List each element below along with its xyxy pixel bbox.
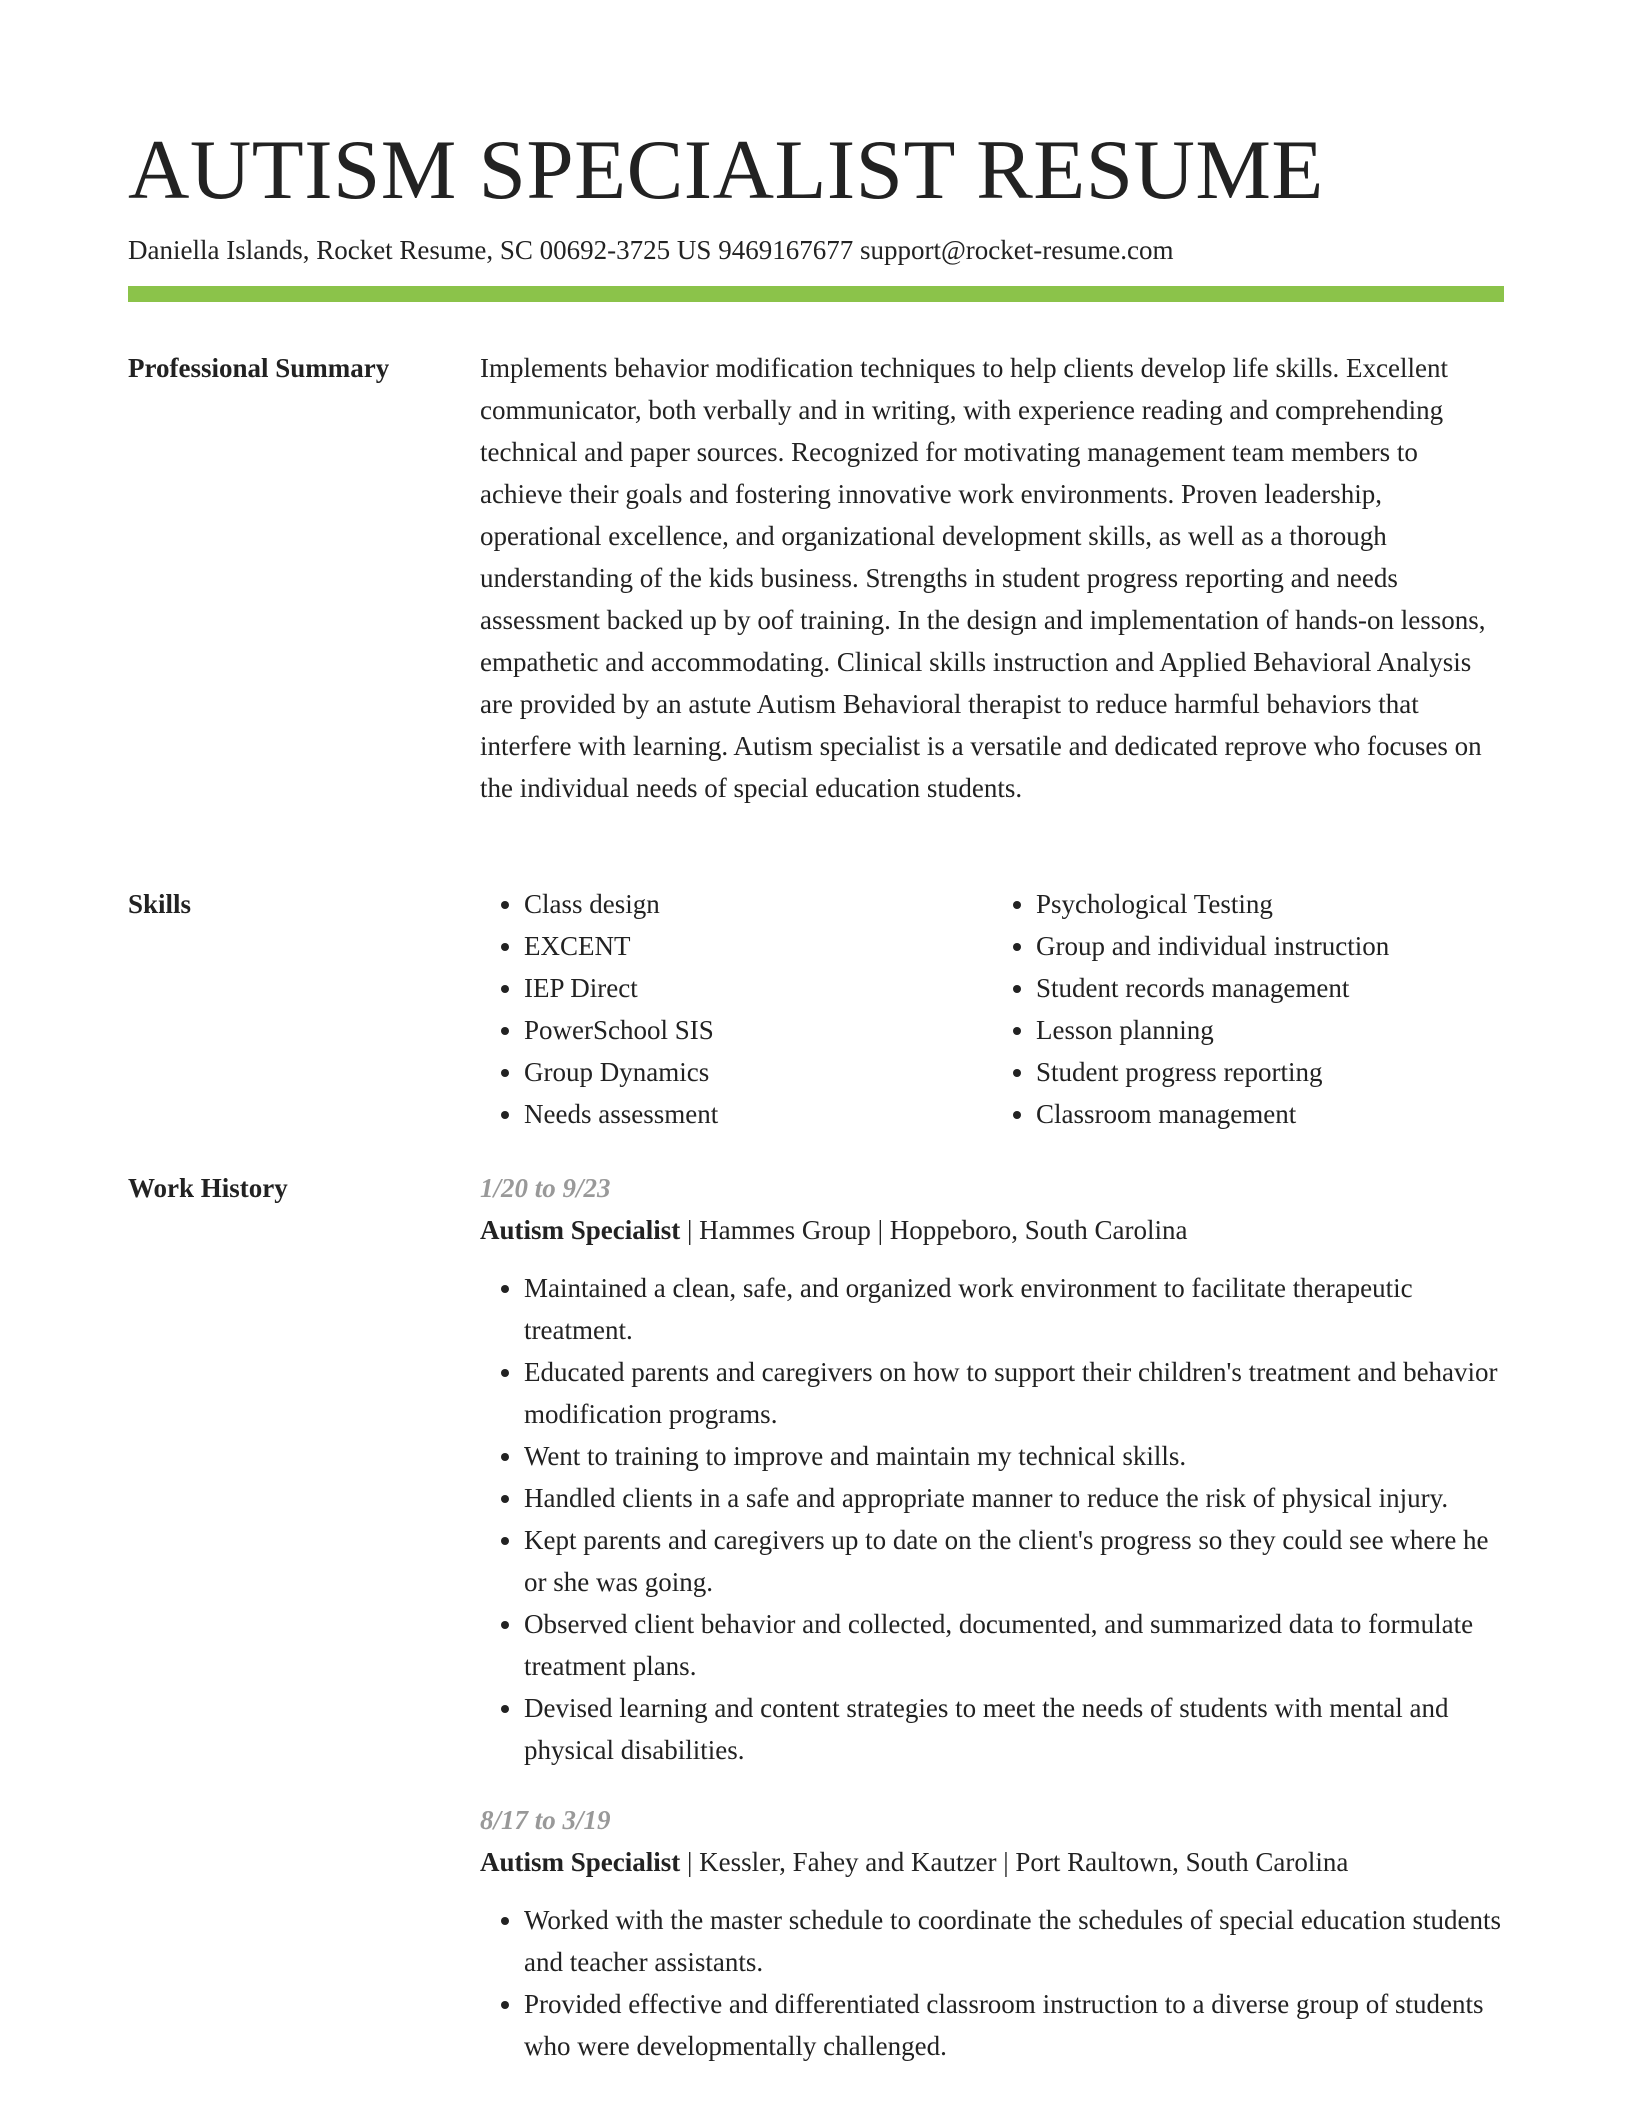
work-history-body — [480, 1167, 1504, 2095]
summary-label: Professional Summary — [128, 353, 390, 383]
skills-list-right — [992, 883, 1504, 1135]
skill-item: • Psychological Testing — [1036, 883, 1504, 925]
job-dates: 8/17 to 3/19 — [480, 1805, 611, 1835]
job-entry — [480, 1799, 1504, 2067]
skill-item: • PowerSchool SIS — [524, 1009, 992, 1051]
skill-item: • Classroom management — [1036, 1093, 1504, 1135]
job-dates: 1/20 to 9/23 — [480, 1173, 611, 1203]
skill-item: • IEP Direct — [524, 967, 992, 1009]
job-employer-location: | Hammes Group | Hoppeboro, South Carolina — [680, 1215, 1188, 1245]
skill-item: • Needs assessment — [524, 1093, 992, 1135]
job-bullets — [480, 1899, 1504, 2067]
work-history-label: Work History — [128, 1173, 288, 1203]
contact-line: Daniella Islands, Rocket Resume, SC 00692-3725 US 9469167677 support@rocket-resume.com — [128, 235, 1174, 265]
skill-item: • Group and individual instruction — [1036, 925, 1504, 967]
job-bullet: • Kept parents and caregivers up to date on the client's progress so they could see where he or she was going. — [524, 1519, 1504, 1603]
job-bullet: • Educated parents and caregivers on how to support their children's treatment and behavior modification programs. — [524, 1351, 1504, 1435]
job-employer-location: | Kessler, Fahey and Kautzer | Port Raultown, South Carolina — [680, 1847, 1349, 1877]
job-header — [480, 1841, 1504, 1883]
skill-item: • Student records management — [1036, 967, 1504, 1009]
job-bullet: • Handled clients in a safe and appropriate manner to reduce the risk of physical injury. — [524, 1477, 1504, 1519]
job-bullet: • Maintained a clean, safe, and organized work environment to facilitate therapeutic treatment. — [524, 1267, 1504, 1351]
job-bullet: • Went to training to improve and maintain my technical skills. — [524, 1435, 1504, 1477]
summary-body — [480, 347, 1504, 809]
job-title: Autism Specialist — [480, 1847, 681, 1877]
skill-item: • EXCENT — [524, 925, 992, 967]
skills-body — [480, 883, 1504, 1135]
page-title: AUTISM SPECIALIST RESUME — [128, 123, 1324, 217]
skills-columns — [480, 883, 1504, 1135]
job-bullet: • Devised learning and content strategies to meet the needs of students with mental and physical disabilities. — [524, 1687, 1504, 1771]
job-entry — [480, 1167, 1504, 1771]
summary-text: Implements behavior modification techniques to help clients develop life skills. Excellent communicator, both verbally and in writing, with experience reading and comprehending technical and paper sources. Recognized for motivating management team members to achieve their goals and fostering innovative work environments. Proven leadership, operational excellence, and organizational development skills, as well as a thorough understanding of the kids business. Strengths in student progress reporting and needs assessment backed up by oof training. In the design and implementation of hands-on lessons, empathetic and accommodating. Clinical skills instruction and Applied Behavioral Analysis are provided by an astute Autism Behavioral therapist to reduce harmful behaviors that interfere with learning. Autism specialist is a versatile and dedicated reprove who focuses on the individual needs of special education students. — [480, 353, 1486, 803]
job-bullet: • Worked with the master schedule to coordinate the schedules of special education students and teacher assistants. — [524, 1899, 1504, 1983]
skill-item: • Lesson planning — [1036, 1009, 1504, 1051]
skills-list-left — [480, 883, 992, 1135]
job-bullet: • Provided effective and differentiated classroom instruction to a diverse group of students who were developmentally challenged. — [524, 1983, 1504, 2067]
job-bullet: • Observed client behavior and collected, documented, and summarized data to formulate treatment plans. — [524, 1603, 1504, 1687]
skill-item: • Group Dynamics — [524, 1051, 992, 1093]
job-header — [480, 1209, 1504, 1251]
accent-divider — [128, 286, 1504, 302]
job-bullets — [480, 1267, 1504, 1771]
skill-item: • Class design — [524, 883, 992, 925]
skills-label: Skills — [128, 889, 192, 919]
skill-item: • Student progress reporting — [1036, 1051, 1504, 1093]
job-title: Autism Specialist — [480, 1215, 681, 1245]
